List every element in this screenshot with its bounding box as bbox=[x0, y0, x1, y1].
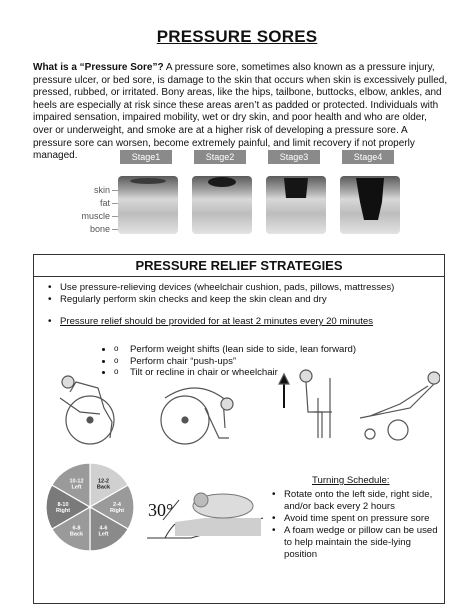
turning-clock-diagram bbox=[44, 461, 136, 553]
relief-title: PRESSURE RELIEF STRATEGIES bbox=[135, 258, 343, 273]
turning-item: • A foam wedge or pillow can be used to help maintain the side-lying position bbox=[272, 525, 442, 561]
relief-sub-item: o • Tilt or recline in chair or wheelchair bbox=[114, 367, 438, 379]
intro-lead: What is a “Pressure Sore”? bbox=[33, 62, 164, 73]
stage-label-1: Stage1 bbox=[120, 150, 172, 164]
stage-label-4: Stage4 bbox=[342, 150, 394, 164]
stage-3-illustration bbox=[266, 176, 326, 234]
turning-title: Turning Schedule: bbox=[312, 475, 390, 486]
stage-2-illustration bbox=[192, 176, 252, 234]
forward-lean-illustration bbox=[161, 388, 233, 444]
clock-slice-label: 8-10 Right bbox=[55, 502, 71, 514]
clock-slice-label: 6-8 Back bbox=[69, 525, 84, 538]
clock-slice-label: 2-4 Right bbox=[109, 502, 125, 514]
page-title: PRESSURE SORES bbox=[156, 27, 318, 46]
layer-label-skin: skin bbox=[93, 185, 110, 195]
turning-schedule bbox=[272, 475, 442, 561]
stage-label-3: Stage3 bbox=[268, 150, 320, 164]
layer-label-fat: fat bbox=[99, 198, 110, 208]
relief-sub-item: o • Perform weight shifts (lean side to side, lean forward) bbox=[114, 344, 438, 356]
stage-label-2: Stage2 bbox=[194, 150, 246, 164]
clock-slice-label: 12-2 Back bbox=[96, 478, 111, 491]
clock-slice-label: 10-12 Left bbox=[69, 478, 84, 491]
intro-body: A pressure sore, sometimes also known as a pressure injury, pressure ulcer, or bed sore, is damage to the skin that occurs when skin is excessively pulled, pressed, rubbed, or irritated. Bony areas, like the hips, tailbone, buttocks, elbow, ankles, and heels are especially at risk since these areas aren’t as padded or protected. Individuals with impaired sensation, impaired mobility, wet or dry skin, and poor health and who are older, over or underweight, and smoke are at a higher risk of developing a pressure sore. A pressure sore can worsen, become extremely painful, and limit recovery if not properly managed. bbox=[33, 62, 448, 162]
turning-item: • Rotate onto the left side, right side, and/or back every 2 hours bbox=[272, 489, 442, 513]
stage-4-illustration bbox=[340, 176, 400, 234]
layer-label-muscle: muscle bbox=[81, 211, 110, 221]
divider bbox=[33, 276, 445, 277]
relief-sub-item: o • Perform chair “push-ups” bbox=[114, 356, 438, 368]
wedge-angle-label: 30° bbox=[148, 500, 174, 520]
clock-slice-label: 4-6 Left bbox=[98, 525, 109, 538]
relief-bullet: • Regularly perform skin checks and keep the skin clean and dry bbox=[48, 294, 438, 306]
stage-1-illustration bbox=[118, 176, 178, 234]
layer-label-bone: bone bbox=[89, 224, 110, 234]
relief-frequency-bullet: • Pressure relief should be provided for at least 2 minutes every 20 minutes bbox=[48, 316, 438, 328]
tilt-recline-illustration bbox=[360, 372, 440, 440]
intro-paragraph bbox=[33, 62, 448, 163]
chair-pushup-illustration bbox=[279, 370, 332, 438]
skin-stage-illustrations bbox=[118, 172, 438, 240]
weight-shift-illustration bbox=[60, 376, 114, 444]
relief-bullet: • Use pressure-relieving devices (wheelchair cushion, pads, pillows, mattresses) bbox=[48, 282, 438, 294]
wedge-illustration bbox=[145, 478, 265, 548]
relief-illustrations bbox=[40, 368, 440, 448]
turning-item: • Avoid time spent on pressure sore bbox=[272, 513, 442, 525]
